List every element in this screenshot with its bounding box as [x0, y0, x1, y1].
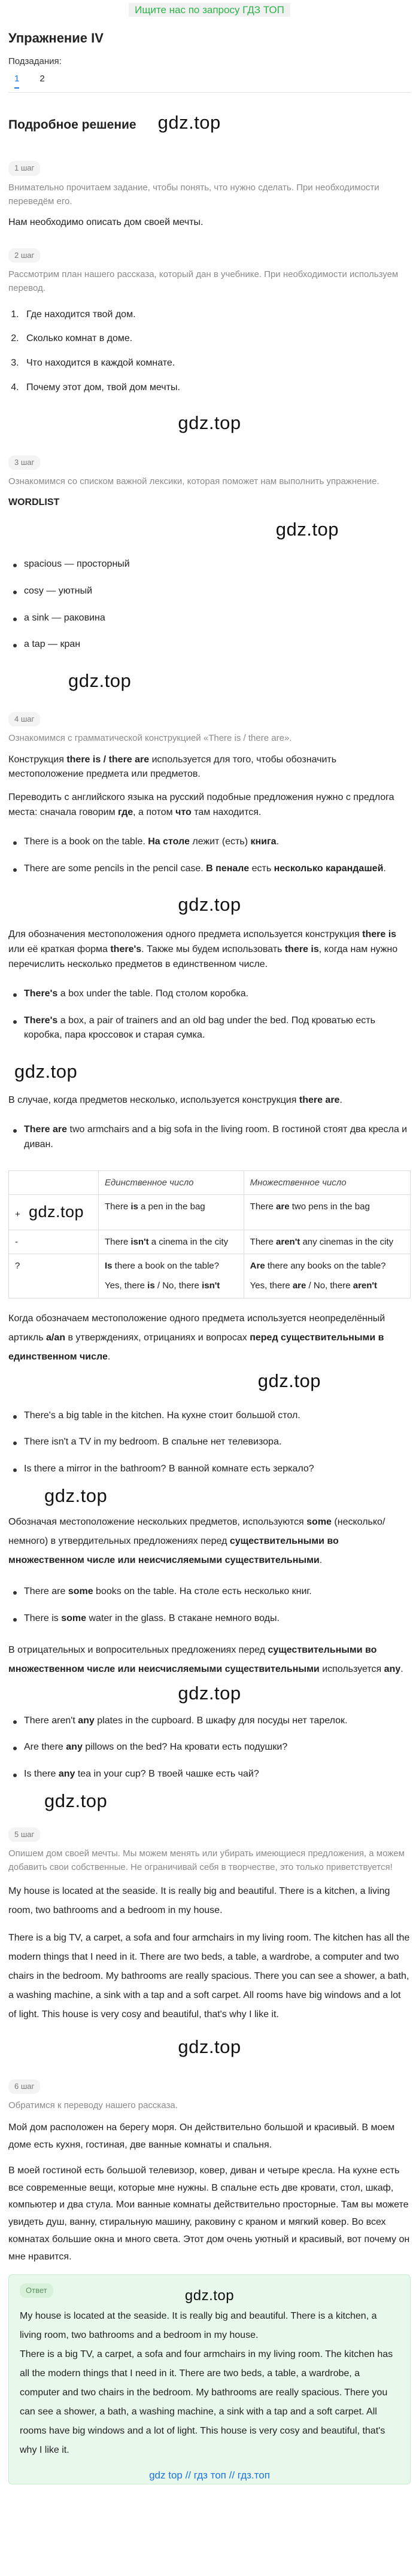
grammar-paragraph: Конструкция there is / there are используется для того, чтобы обозначить местоположение предмета или предметов. [8, 754, 337, 780]
watermark: gdz.top [178, 412, 241, 433]
plan-item: 1. Где находится твой дом. [22, 303, 411, 327]
word-item: a sink — раковина [8, 605, 411, 632]
example-item: Are there any pillows on the bed? На кровати есть подушки? [8, 1734, 411, 1761]
answer-badge: Ответ [20, 2283, 53, 2298]
table-header: Множественное число [244, 1170, 410, 1194]
watermark: gdz.top [184, 2287, 235, 2304]
banner-text[interactable]: Ищите нас по запросу ГДЗ ТОП [129, 3, 290, 17]
top-banner [8, 0, 411, 25]
watermark: gdz.top [14, 1061, 78, 1082]
table-row [9, 1170, 411, 1194]
table-row [9, 1230, 411, 1254]
step-badge-5: 5 шаг [8, 1827, 40, 1842]
watermark: gdz.top [44, 1485, 108, 1506]
wordlist-title: WORDLIST [8, 497, 60, 508]
watermark: gdz.top [178, 1682, 241, 1704]
example-list [8, 981, 411, 1049]
grammar-paragraph: В отрицательных и вопросительных предложениях перед существительными во множественном числе или неисчисляемыми существительными используется any. [8, 1644, 403, 1674]
step-badge-6: 6 шаг [8, 2079, 40, 2094]
table-cell: Are there any books on the table? Yes, there are / No, there aren't [244, 1254, 410, 1298]
answer-paragraph: There is a big TV, a carpet, a sofa and four armchairs in my living room. The kitchen has all the modern things that I need in it. There are two beds, a table, a wardrobe, a computer and two chairs in the bedroom. My bathrooms are really spacious. There you can see a shower, a bath, a washing machine, a sink with a tap and a soft carpet. All rooms have big windows and a lot of light. This house is very cosy and beautiful, that's why I like it. [20, 2349, 393, 2455]
step-badge-4: 4 шаг [8, 712, 40, 726]
plan-item: 4. Почему этот дом, твой дом мечты. [22, 376, 411, 400]
plan-list [8, 303, 411, 400]
example-item: Is there any tea in your cup? В твоей чашке есть чай? [8, 1761, 411, 1788]
table-cell: There is a pen in the bag [99, 1194, 244, 1230]
table-row [9, 1194, 411, 1230]
step1-note: Внимательно прочитаем задание, чтобы понять, что нужно сделать. При необходимости переведём его. [8, 182, 379, 206]
translation-paragraph: В моей гостиной есть большой телевизор, ковер, диван и четыре кресла. На кухне есть все современные вещи, которые мне нужны. В спальне есть две кровати, стол, шкаф, компьютер и два стула. Мои ванные комнаты действительно просторные. Там вы можете увидеть душ, ванну, стиральную машину, раковину с краном и мягкий ковер. Во всех комнатах большие окна и много света. Этот дом очень уютный и красивый, вот почему он мне нравится. [8, 2165, 410, 2262]
example-item: There is a book on the table. На столе лежит (есть) книга. [8, 829, 411, 856]
table-header-sign [9, 1170, 99, 1194]
step4-note: Ознакомимся с грамматической конструкцией «There is / there are». [8, 733, 292, 744]
example-item: There isn't a TV in my bedroom. В спальне нет телевизора. [8, 1429, 411, 1456]
table-cell: There are two pens in the bag [244, 1194, 410, 1230]
watermark: gdz.top [44, 1790, 108, 1812]
translation-paragraph: Мой дом расположен на берегу моря. Он действительно большой и красивый. В моем доме есть кухня, гостиная, две ванные комнаты и спальня. [8, 2122, 395, 2150]
table-cell-sign: + gdz.top [9, 1194, 99, 1230]
table-header: Единственное число [99, 1170, 244, 1194]
subtasks-tabs [8, 72, 411, 93]
subtask-tab-2[interactable]: 2 [40, 74, 45, 84]
plan-item: 3. Что находится в каждой комнате. [22, 351, 411, 376]
watermark: gdz.top [178, 2036, 241, 2057]
step3-note: Ознакомимся со списком важной лексики, которая поможет нам выполнить упражнение. [8, 476, 379, 486]
example-item: There is some water in the glass. В стакане немного воды. [8, 1605, 411, 1632]
table-row [9, 1254, 411, 1298]
example-item: There aren't any plates in the cupboard. В шкафу для посуды нет тарелок. [8, 1708, 411, 1735]
step-badge-1: 1 шаг [8, 161, 40, 175]
plan-item: 2. Сколько комнат в доме. [22, 327, 411, 351]
story-paragraph: My house is located at the seaside. It is really big and beautiful. There is a kitchen, a living room, two bathrooms and a bedroom in my house. [8, 1885, 390, 1915]
table-cell: There isn't a cinema in the city [99, 1230, 244, 1254]
subtasks-label: Подзадания: [8, 56, 62, 66]
table-cell-sign: - [9, 1230, 99, 1254]
step5-note: Опишем дом своей мечты. Мы можем менять или убирать имеющиеся предложения, а можем добавить свои собственные. Не ограничивай себя в творчестве, это только приветствуется! [8, 1848, 405, 1873]
solution-header [8, 108, 411, 137]
grammar-paragraph: Когда обозначаем местоположение одного предмета используется неопределённый артикль a/an в утверждениях, отрицаниях и вопросах перед существительными в единственном числе. [8, 1313, 385, 1362]
grammar-paragraph: Переводить с английского языка на русский подобные предложения нужно с предлога места: сначала говорим где, а потом что там находится. [8, 792, 394, 817]
story-paragraph: There is a big TV, a carpet, a sofa and four armchairs in my living room. The kitchen has all the modern things that I need in it. There are two beds, a table, a wardrobe, a computer and two chairs in the bedroom. My bathrooms are really spacious. There you can see a shower, a bath, a washing machine, a sink with a tap and a soft carpet. All rooms have big windows and a lot of light. This house is very cosy and beautiful, that's why I like it. [8, 1932, 410, 2020]
example-item: There's a box under the table. Под столом коробка. [8, 981, 411, 1008]
example-item: There's a box, a pair of trainers and an old bag under the bed. Под кроватью есть коробка, пара кроссовок и старая сумка. [8, 1008, 411, 1050]
word-item: cosy — уютный [8, 578, 411, 605]
answer-box [8, 2274, 411, 2484]
word-item: a tap — кран [8, 631, 411, 658]
example-list [8, 1579, 411, 1632]
example-list [8, 1403, 411, 1483]
grammar-paragraph: В случае, когда предметов несколько, используется конструкция there are. [8, 1095, 342, 1106]
wordlist [8, 551, 411, 658]
watermark: gdz.top [157, 112, 221, 133]
example-item: There's a big table in the kitchen. На кухне стоит большой стол. [8, 1403, 411, 1430]
example-list [8, 1708, 411, 1788]
grammar-paragraph: Для обозначения местоположения одного предмета используется конструкция there is или её краткая форма there's. Также мы будем использовать there is, когда нам нужно перечислить несколько предметов в единственном числе. [8, 929, 398, 970]
step-badge-2: 2 шаг [8, 248, 40, 263]
watermark: gdz.top [257, 1370, 321, 1391]
answer-paragraph: My house is located at the seaside. It is really big and beautiful. There is a kitchen, a living room, two bathrooms and a bedroom in my house. [20, 2310, 377, 2340]
page-title: Упражнение IV [8, 30, 104, 45]
grammar-table [8, 1170, 411, 1298]
example-item: There are some pencils in the pencil case. В пенале есть несколько карандашей. [8, 856, 411, 883]
watermark: gdz.top [275, 518, 339, 540]
footer-watermark[interactable]: gdz top // гдз топ // гдз.топ [149, 2469, 270, 2481]
example-list [8, 1117, 411, 1158]
step-badge-3: 3 шаг [8, 455, 40, 470]
example-item: Is there a mirror in the bathroom? В ванной комнате есть зеркало? [8, 1456, 411, 1483]
table-cell: There aren't any cinemas in the city [244, 1230, 410, 1254]
step1-text: Нам необходимо описать дом своей мечты. [8, 217, 204, 228]
example-item: There are some books on the table. На столе есть несколько книг. [8, 1579, 411, 1605]
grammar-paragraph: Обозначая местоположение нескольких предметов, используются some (несколько/немного) в утвердительных предложениях перед существительными во множественном числе или неисчисляемыми существительными. [8, 1516, 385, 1565]
watermark: gdz.top [178, 894, 241, 916]
table-cell: Is there a book on the table? Yes, there is / No, there isn't [99, 1254, 244, 1298]
table-cell-sign: ? [9, 1254, 99, 1298]
subtask-tab-1[interactable]: 1 [14, 72, 19, 89]
solution-title: Подробное решение [8, 118, 136, 132]
example-list [8, 829, 411, 883]
step6-note: Обратимся к переводу нашего рассказа. [8, 2100, 178, 2110]
watermark: gdz.top [68, 670, 132, 692]
word-item: spacious — просторный [8, 551, 411, 578]
example-item: There are two armchairs and a big sofa in the living room. В гостиной стоят два кресла и диван. [8, 1117, 411, 1158]
step2-note: Рассмотрим план нашего рассказа, который дан в учебнике. При необходимости используем перевод. [8, 269, 399, 294]
